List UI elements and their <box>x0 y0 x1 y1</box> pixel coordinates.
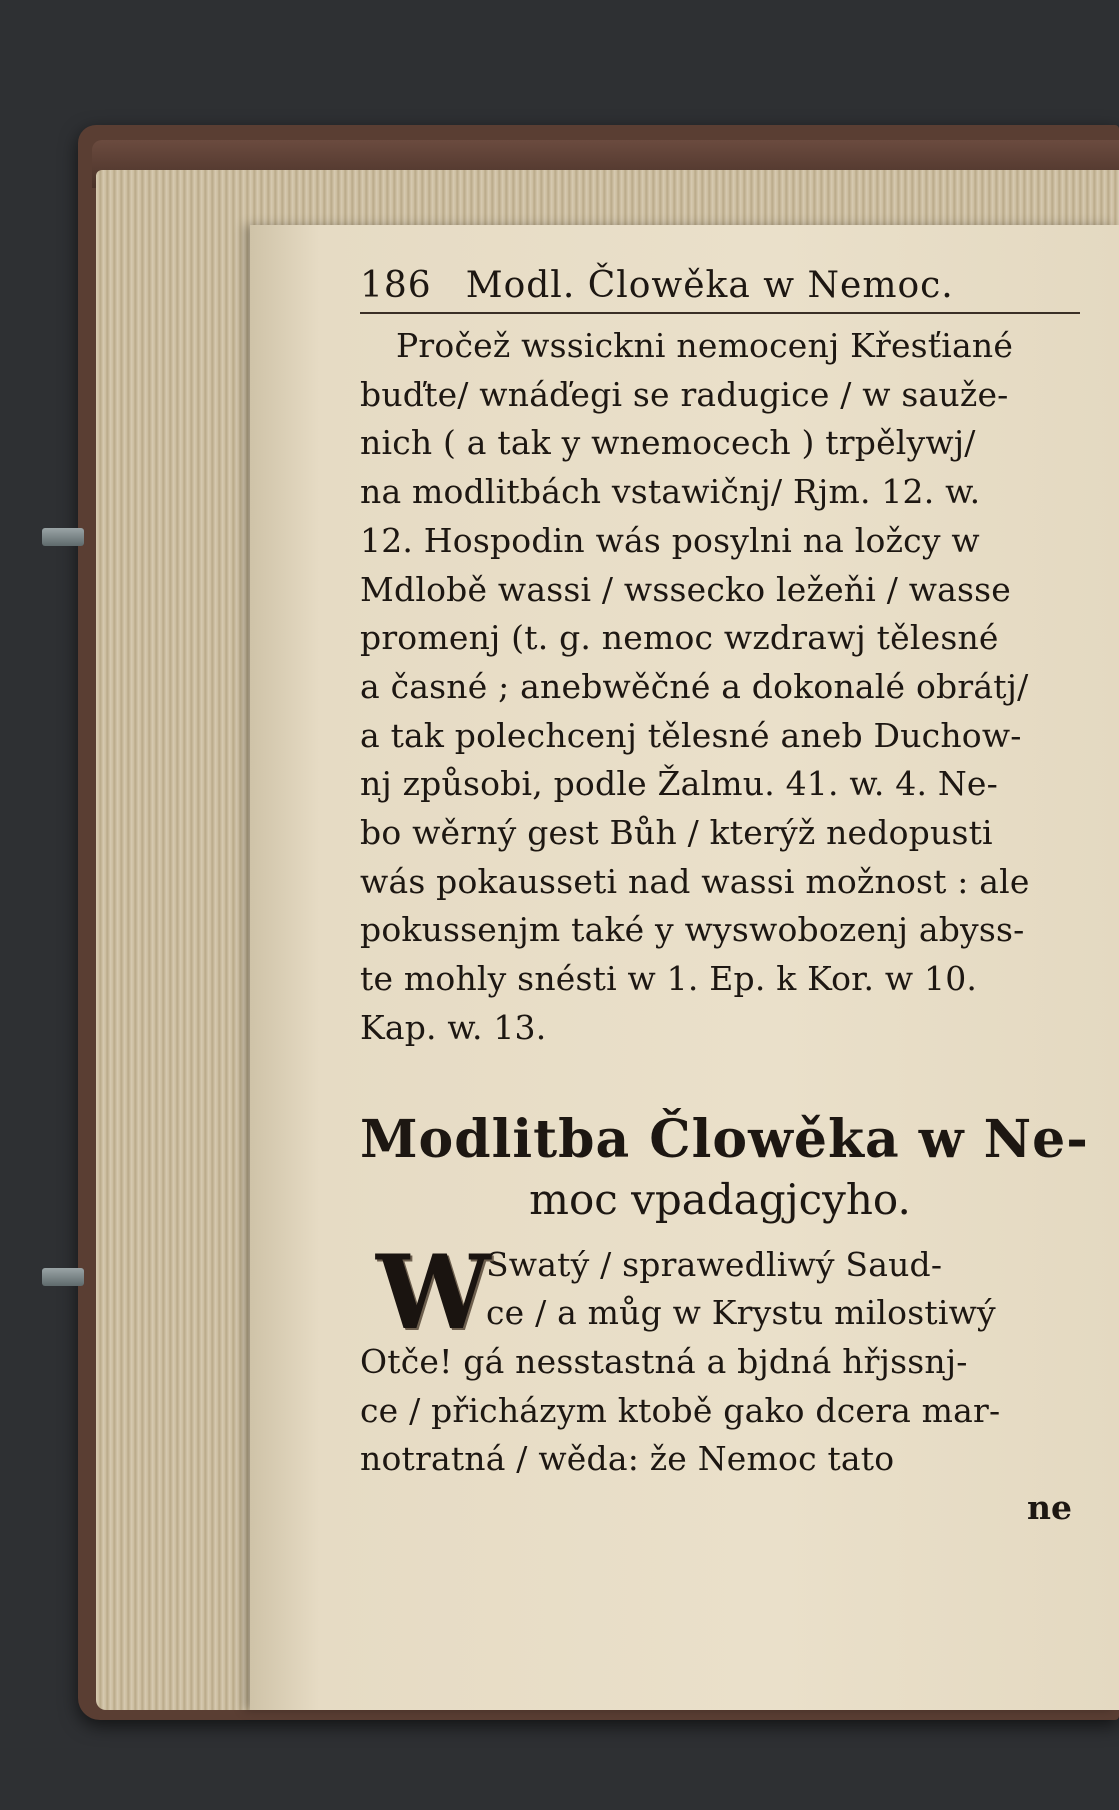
text-line: Otče! gá nesstastná a bjdná hřjssnj- <box>360 1341 968 1381</box>
prayer-heading-continued: moc vpadagjcyho. <box>529 1174 911 1224</box>
text-line: a časné ; anebwěčné a dokonalé obrátj/ <box>360 666 1029 706</box>
text-line: Swatý / sprawedliwý Saud- <box>486 1244 943 1284</box>
text-line: buďte/ wnáďegi se radugice / w sauže- <box>360 374 1009 414</box>
prayer-text <box>360 1232 1080 1533</box>
running-head <box>360 265 1080 314</box>
text-line: bo wěrný gest Bůh / kterýž nedopusti <box>360 813 993 853</box>
text-line: ce / přicházym ktobě gako dcera mar- <box>360 1390 1001 1430</box>
text-line: te mohly snésti w 1. Ep. k Kor. w 10. <box>360 959 978 999</box>
text-line: pokussenjm také y wyswobozenj abyss- <box>360 910 1025 950</box>
text-line: na modlitbách vstawičnj/ Rjm. 12. w. <box>360 472 981 512</box>
catchword: ne <box>1027 1488 1072 1528</box>
text-line: Kap. w. 13. <box>360 1007 547 1047</box>
paragraph <box>360 322 1080 1053</box>
clasp-lower-icon <box>42 1268 84 1286</box>
text-line: 12. Hospodin wás posylni na ložcy w <box>360 520 980 560</box>
text-line: promenj (t. g. nemoc wzdrawj tělesné <box>360 618 999 658</box>
text-line: Mdlobě wassi / wssecko ležeňi / wasse <box>360 569 1012 609</box>
text-line: a tak polechcenj tělesné aneb Duchow- <box>360 715 1022 755</box>
text-line: wás pokausseti nad wassi možnost : ale <box>360 861 1030 901</box>
text-line: notratná / wěda: že Nemoc tato <box>360 1439 895 1479</box>
text-line: nj způsobi, podle Žalmu. 41. w. 4. Ne- <box>360 764 998 804</box>
page-text <box>360 265 1089 1532</box>
page-number: 186 <box>360 265 432 306</box>
text-line: Pročež wssickni nemocenj Křesťiané <box>396 326 1014 365</box>
drop-cap-initial: W <box>376 1232 491 1353</box>
text-line: ce / a můg w Krystu milostiwý <box>486 1293 996 1333</box>
clasp-upper-icon <box>42 528 84 546</box>
text-line: nich ( a tak y wnemocech ) trpělywj/ <box>360 423 976 463</box>
prayer-heading: Modlitba Člowěka w Ne- <box>360 1108 1089 1170</box>
running-title: Modl. Člowěka w Nemoc. <box>465 265 954 306</box>
